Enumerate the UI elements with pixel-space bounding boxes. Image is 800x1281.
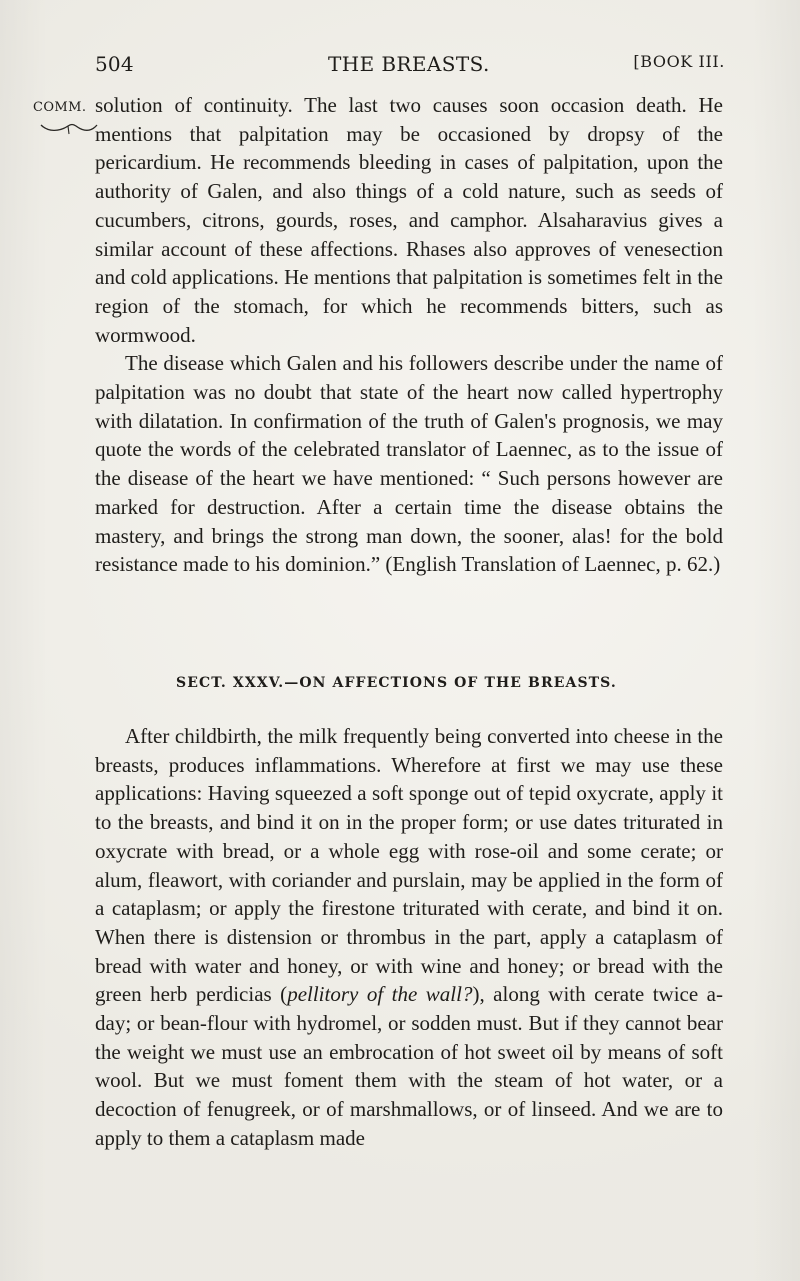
- running-title: THE BREASTS.: [328, 52, 490, 76]
- book-reference: [BOOK III.: [633, 52, 725, 71]
- commentary-paragraph-2: The disease which Galen and his followers describe under the name of palpitation was no doubt that state of the heart now called hypertrophy with dilatation. In confirmation of the truth of Galen's prognosis, we may quote the words of the celebrated translator of Laennec, as to the issue of the disease of the heart we have mentioned: “ Such persons however are marked for destruction. After a certain time the disease obtains the mastery, and brings the strong man down, the sooner, alas! for the bold resistance made to his dominion.” (English Translation of Laennec, p. 62.): [95, 351, 723, 577]
- margin-brace-icon: [40, 122, 98, 138]
- section-heading-dash: —: [284, 675, 300, 691]
- page-header: [95, 52, 725, 80]
- section-text: [95, 722, 723, 1153]
- commentary-paragraph-1: solution of continuity. The last two causes soon occasion death. He mentions that palpitation may be occasioned by dropsy of the pericardium. He recommends bleeding in cases of palpitation, upon the authority of Galen, and also things of a cold nature, such as seeds of cucumbers, citrons, gourds, roses, and camphor. Alsaharavius gives a similar account of these affections. Rhases also approves of venesection and cold applications. He mentions that palpitation is sometimes felt in the region of the stomach, for which he recommends bitters, such as wormwood.: [95, 93, 723, 347]
- section-number: SECT. XXXV.: [176, 675, 285, 691]
- commentary-margin-label: COMM.: [33, 100, 87, 115]
- page-number: 504: [95, 52, 134, 76]
- section-paragraph-part-1: After childbirth, the milk frequently being converted into cheese in the breasts, produces inflammations. Wherefore at first we may use these applications: Having squeezed a soft sponge out of tepid oxycrate, apply it to the breasts, and bind it on in the proper form; or use dates triturated in oxycrate with bread, or a whole egg with rose-oil and some cerate; or alum, fleawort, with coriander and purslain, may be applied in the form of a cataplasm; or apply the firestone triturated with cerate, and bind it on. When there is distension or thrombus in the part, apply a cataplasm of bread with water and honey, or with wine and honey; or bread with the green herb perdicias (: [95, 724, 723, 1007]
- section-paragraph-italic: pellitory of the wall?: [287, 982, 473, 1007]
- section-title: ON AFFECTIONS OF THE BREASTS.: [299, 675, 617, 691]
- section-paragraph-part-2: ), along with cerate twice a-day; or bean-flour with hydromel, or sodden must. But if they cannot bear the weight we must use an embrocation of hot sweet oil by means of soft wool. But we must foment them with the steam of hot water, or a decoction of fenugreek, or of marshmallows, or of linseed. And we are to apply to them a cataplasm made: [95, 982, 723, 1150]
- commentary-text: [95, 91, 723, 579]
- section-heading: [176, 675, 646, 691]
- section-paragraph: [95, 722, 723, 1153]
